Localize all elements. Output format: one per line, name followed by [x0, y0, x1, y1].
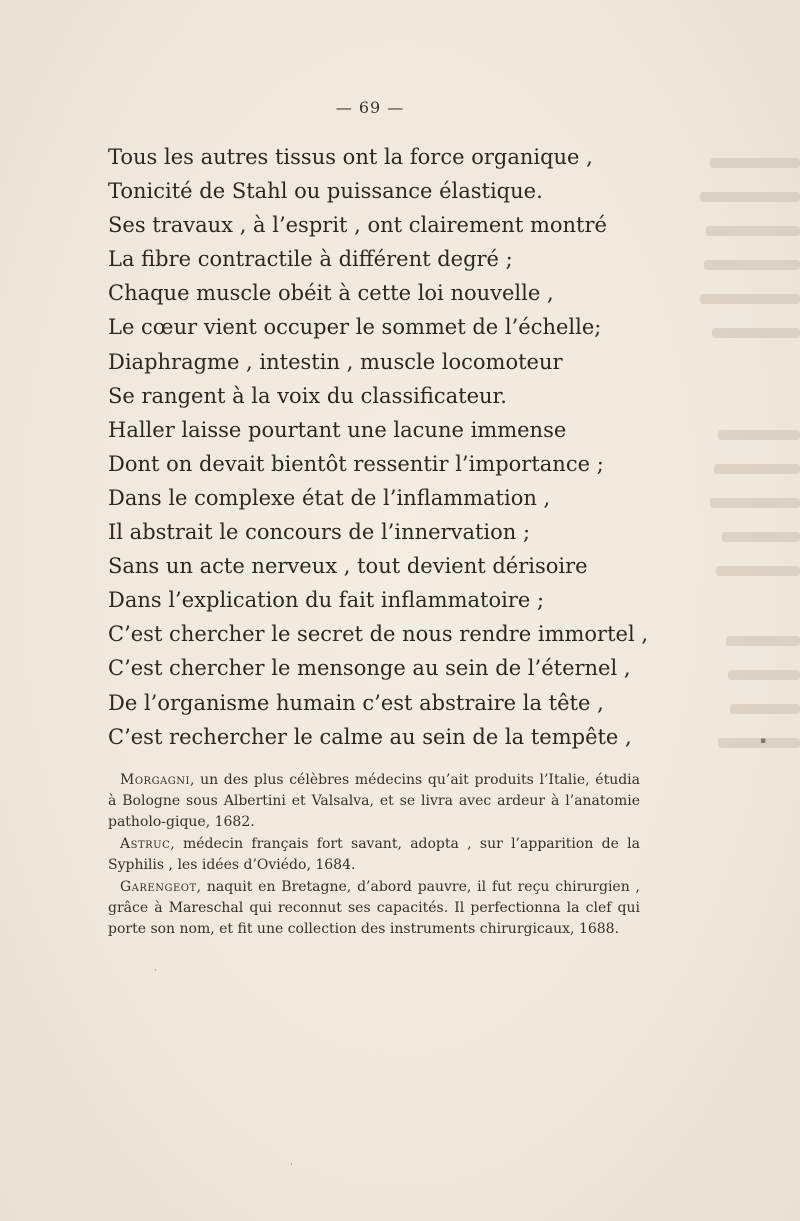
verse-line: De l’organisme humain c’est abstraire la tête ,	[108, 690, 604, 715]
verse-block	[108, 140, 649, 754]
footnote-name: Garengeot	[120, 879, 197, 895]
verse-line: Se rangent à la voix du classificateur.	[108, 383, 507, 408]
footnote-text: , un des plus célèbres médecins qu’ait produits l’Italie, étudia à Bologne sous Albertini et Valsalva, et se livra avec ardeur à l’anatomie patholo-gique, 1682.	[108, 772, 640, 830]
verse-line: C’est chercher le mensonge au sein de l’éternel ,	[108, 656, 631, 681]
page-number: — 69 —	[335, 98, 405, 117]
footnote-name: Astruc	[120, 836, 171, 852]
verse-line: Dans le complexe état de l’inflammation ,	[108, 485, 551, 510]
ink-speck: ·	[154, 966, 157, 976]
verse-line: Il abstrait le concours de l’innervation ;	[108, 520, 531, 545]
verse-line: C’est chercher le secret de nous rendre immortel ,	[108, 622, 649, 647]
footnote	[108, 770, 640, 833]
verse-line: C’est rechercher le calme au sein de la tempête ,	[108, 724, 632, 749]
verse-line: Tonicité de Stahl ou puissance élastique.	[108, 179, 543, 204]
verse-line: Diaphragme , intestin , muscle locomoteur	[108, 349, 563, 374]
ink-speck: ▪	[760, 736, 767, 746]
verse-line: Sans un acte nerveux , tout devient dérisoire	[108, 554, 588, 579]
verse-line: Haller laisse pourtant une lacune immense	[108, 417, 567, 442]
verse-line: Dans l’explication du fait inflammatoire ;	[108, 588, 545, 613]
verse-line: La fibre contractile à différent degré ;	[108, 247, 513, 272]
footnote	[108, 877, 640, 940]
verse-line: Chaque muscle obéit à cette loi nouvelle ,	[108, 281, 554, 306]
verse-line: Dont on devait bientôt ressentir l’importance ;	[108, 451, 604, 476]
footnote	[108, 834, 640, 876]
footnote-name: Morgagni	[120, 772, 190, 788]
footnote-text: , naquit en Bretagne, d’abord pauvre, il fut reçu chirurgien , grâce à Mareschal qui reconnut ses capacités. Il perfectionna la clef qui porte son nom, et fit une collection des instruments chirurgicaux, 1688.	[108, 879, 640, 937]
verse-line: Ses travaux , à l’esprit , ont clairement montré	[108, 213, 607, 238]
footnote-text: , médecin français fort savant, adopta , sur l’apparition de la Syphilis , les idées d’Oviédo, 1684.	[108, 836, 640, 873]
verse-line: Tous les autres tissus ont la force organique ,	[108, 145, 593, 169]
bleed-through-texture	[670, 0, 800, 1221]
verse-line: Le cœur vient occuper le sommet de l’échelle;	[108, 315, 602, 340]
ink-speck: ·	[290, 1160, 293, 1170]
footnotes	[108, 770, 640, 941]
